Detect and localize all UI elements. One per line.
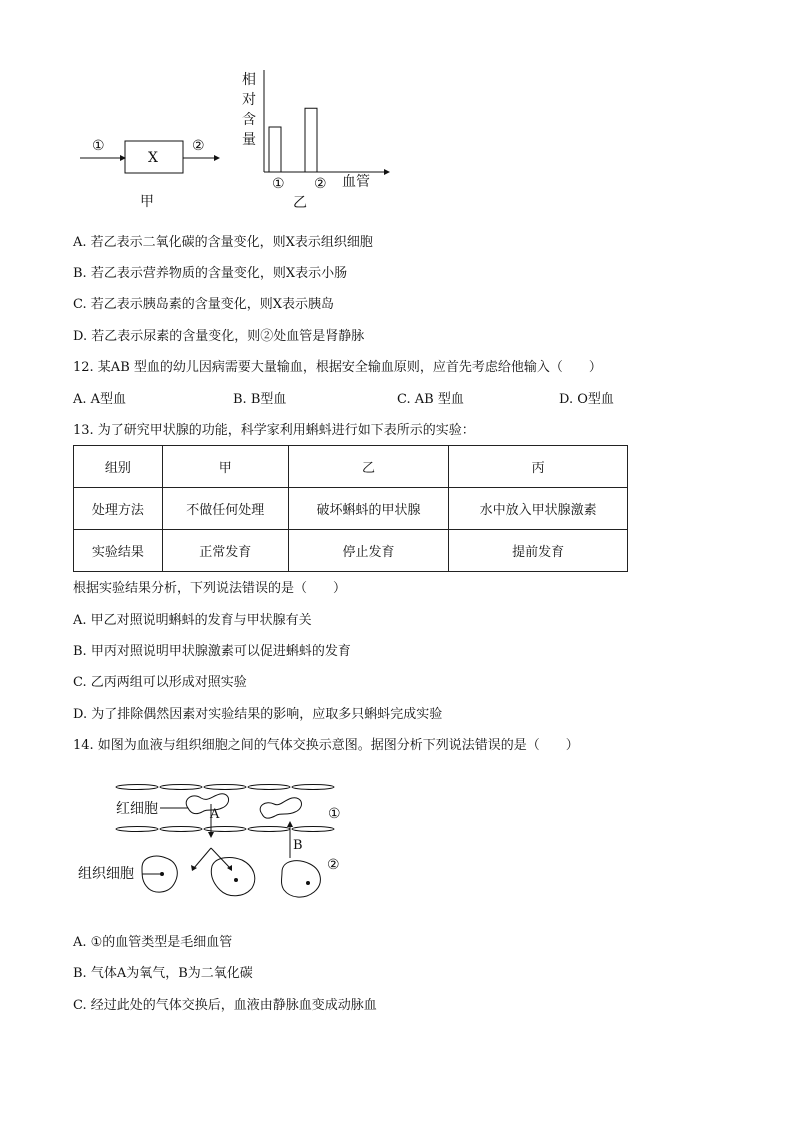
- q11-option-c: C. 若乙表示胰岛素的含量变化，则X表示胰岛: [73, 297, 335, 312]
- gas-exchange-diagram: [70, 770, 370, 915]
- tissue-label: 组织细胞: [78, 866, 134, 882]
- q11-option-a: A. 若乙表示二氧化碳的含量变化，则X表示组织细胞: [73, 235, 373, 250]
- table-cell: 正常发育: [162, 530, 288, 572]
- input-marker: ①: [92, 138, 105, 154]
- q13-option-b: B. 甲丙对照说明甲状腺激素可以促进蝌蚪的发育: [73, 644, 351, 659]
- x-label-2: ②: [314, 176, 327, 192]
- q13-option-c: C. 乙丙两组可以形成对照实验: [73, 675, 247, 690]
- q13-option-a: A. 甲乙对照说明蝌蚪的发育与甲状腺有关: [73, 613, 312, 628]
- q11-option-b: B. 若乙表示营养物质的含量变化，则X表示小肠: [73, 266, 348, 281]
- experiment-table: [73, 445, 628, 572]
- q13-stem: 13. 为了研究甲状腺的功能，科学家利用蝌蚪进行如下表所示的实验：: [73, 423, 475, 438]
- q12-option-c: C. AB 型血: [397, 392, 464, 407]
- q14-stem: 14. 如图为血液与组织细胞之间的气体交换示意图。据图分析下列说法错误的是（ ）: [73, 738, 579, 753]
- organ-box-label: X: [148, 150, 158, 166]
- q11-option-d: D. 若乙表示尿素的含量变化，则②处血管是肾静脉: [73, 329, 365, 344]
- gas-b-label: B: [293, 838, 303, 853]
- table-row: [74, 530, 628, 572]
- x-axis-label: 血管: [342, 174, 370, 190]
- output-marker: ②: [192, 138, 205, 154]
- table-cell: 乙: [288, 446, 449, 488]
- caption-yi: 乙: [293, 195, 307, 211]
- y-axis-char-2: 对: [242, 92, 256, 108]
- flow-diagram-jia: [70, 120, 230, 215]
- table-cell: 实验结果: [74, 530, 163, 572]
- q14-option-b: B. 气体A为氧气，B为二氧化碳: [73, 966, 253, 981]
- red-blood-cell-right: [260, 798, 301, 818]
- table-cell: 停止发育: [288, 530, 449, 572]
- table-cell: 丙: [449, 446, 628, 488]
- vessel-marker-1: ①: [328, 806, 341, 822]
- caption-jia: 甲: [140, 194, 154, 210]
- table-cell: 提前发育: [449, 530, 628, 572]
- q13-option-d: D. 为了排除偶然因素对实验结果的影响，应取多只蝌蚪完成实验: [73, 707, 443, 722]
- table-cell: 组别: [74, 446, 163, 488]
- bar-chart-yi: [238, 62, 398, 212]
- bar-1: [269, 127, 281, 172]
- q14-option-a: A. ①的血管类型是毛细血管: [73, 935, 233, 950]
- y-axis-char-4: 量: [242, 132, 256, 148]
- q12-option-d: D. O型血: [559, 392, 614, 407]
- table-cell: 破坏蝌蚪的甲状腺: [288, 488, 449, 530]
- y-axis-char-1: 相: [242, 72, 256, 88]
- tissue-marker-2: ②: [327, 857, 340, 873]
- bar-2: [305, 108, 317, 172]
- gas-a-label: A: [210, 807, 220, 822]
- tissue-cell-middle: [211, 858, 254, 896]
- red-blood-cell-left: [186, 794, 228, 814]
- q14-option-c: C. 经过此处的气体交换后，血液由静脉血变成动脉血: [73, 998, 377, 1013]
- y-axis-char-3: 含: [242, 112, 256, 128]
- table-row: [74, 488, 628, 530]
- rbc-label: 红细胞: [116, 801, 158, 817]
- table-cell: 不做任何处理: [162, 488, 288, 530]
- table-row: [74, 446, 628, 488]
- table-cell: 甲: [162, 446, 288, 488]
- table-cell: 水中放入甲状腺激素: [449, 488, 628, 530]
- q12-option-b: B. B型血: [233, 392, 287, 407]
- q12-stem: 12. 某AB 型血的幼儿因病需要大量输血，根据安全输血原则，应首先考虑给他输入（ ）: [73, 360, 602, 375]
- tissue-cell-right: [282, 861, 321, 897]
- q13-question: 根据实验结果分析，下列说法错误的是（ ）: [73, 581, 347, 596]
- table-cell: 处理方法: [74, 488, 163, 530]
- q12-option-a: A. A型血: [73, 392, 127, 407]
- x-label-1: ①: [272, 176, 285, 192]
